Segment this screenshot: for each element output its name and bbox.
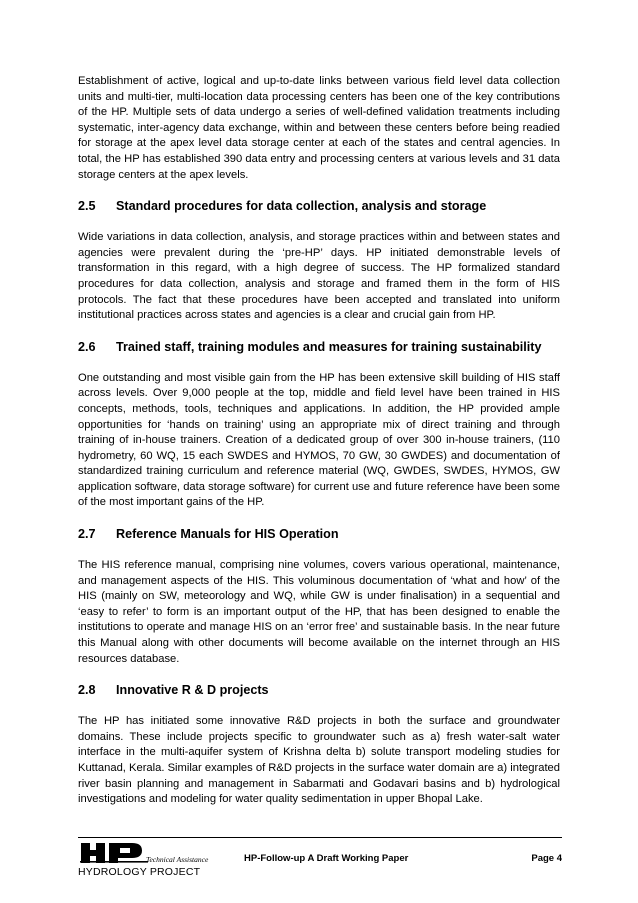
paragraph-2-5: Wide variations in data collection, analysis, and storage practices within and between states and agencies were prevalent during the ‘pre-HP’ days. HP initiated demonstrable levels of transformation in this regard, with a high degree of success. The HP formalized standard procedures for data collection, analysis and storage and framed them in the form of HIS protocols. The fact that these procedures have been accepted and translated into uniform institutional practices across states and agencies is a clear and crucial gain from HP. bbox=[78, 231, 560, 322]
section-heading-2-8 bbox=[78, 682, 560, 698]
logo-tagline: Technical Assistance bbox=[146, 855, 209, 864]
logo-subtitle: HYDROLOGY PROJECT bbox=[78, 866, 201, 878]
section-title: Reference Manuals for HIS Operation bbox=[116, 527, 339, 542]
paragraph-2-7: The HIS reference manual, comprising nine volumes, covers various operational, maintenance, and management aspects of the HIS. This voluminous documentation of ‘what and how’ of the HIS (mainly on SW, meteorology and WQ, while GW is under finalisation) in a sequential and ‘easy to refer’ to form is an important output of the HP, that has been designed to enable the institutions to operate and manage HIS on an ‘error free’ and sustainable basis. In the near future this Manual along with other documents will become available on the internet through an HIS resources database. bbox=[78, 559, 560, 665]
paragraph-2-6: One outstanding and most visible gain from the HP has been extensive skill building of HIS staff across levels. Over 9,000 people at the top, middle and field level have been trained in HIS concepts, methods, tools, techniques and applications. In addition, the HP provided ample opportunities for ‘hands on training’ using an appropriate mix of direct training and through training of in-house trainers. Creation of a dedicated group of over 300 in-house trainers, (110 hydrometry, 60 WQ, 15 each SWDES and HYMOS, 70 GW, 30 GWDES) and documentation of standardized training curriculum and reference material (WQ, GWDES, SWDES, HYMOS, GW application software, data storage software) for current use and future reference have been some of the most important gains of the HP. bbox=[78, 371, 560, 509]
section-title: Trained staff, training modules and measures for training sustainability bbox=[116, 339, 542, 354]
section-heading-2-7 bbox=[78, 526, 560, 542]
paragraph-2-8: The HP has initiated some innovative R&D projects in both the surface and groundwater domains. These include projects specific to groundwater such as a) fresh water-salt water interface in the multi-aquifer system of Krishna delta b) solute transport modeling studies for Kuttanad, Kerala. Similar examples of R&D projects in the surface water domain are a) integrated river basin planning and management in Sabarmati and Godavari basins and b) hydrological investigations and modeling for water quality sedimentation in upper Bhopal Lake. bbox=[78, 715, 560, 806]
section-number: 2.5 bbox=[78, 199, 96, 214]
section-number: 2.8 bbox=[78, 683, 96, 698]
footer-document-title: HP-Follow-up A Draft Working Paper bbox=[244, 853, 409, 864]
section-heading-2-6 bbox=[78, 339, 560, 355]
section-title: Standard procedures for data collection, analysis and storage bbox=[116, 199, 487, 214]
section-heading-2-5 bbox=[78, 198, 560, 214]
paragraph-intro: Establishment of active, logical and up-to-date links between various field level data collection units and multi-tier, multi-location data processing centers has been one of the key contributions of the HP. Multiple sets of data undergo a series of well-defined validation treatments including systematic, inter-agency data exchange, within and between these centers before being readied for storage at the apex level data storage center at each of the states and central agencies. In total, the HP has established 390 data entry and processing centers at various levels and 31 data storage centers at the apex levels. bbox=[78, 75, 560, 181]
section-title: Innovative R & D projects bbox=[116, 683, 269, 698]
page-number: Page 4 bbox=[531, 853, 562, 864]
section-number: 2.6 bbox=[78, 339, 96, 354]
page-body bbox=[78, 74, 560, 808]
section-number: 2.7 bbox=[78, 527, 96, 542]
footer-divider bbox=[78, 837, 562, 838]
